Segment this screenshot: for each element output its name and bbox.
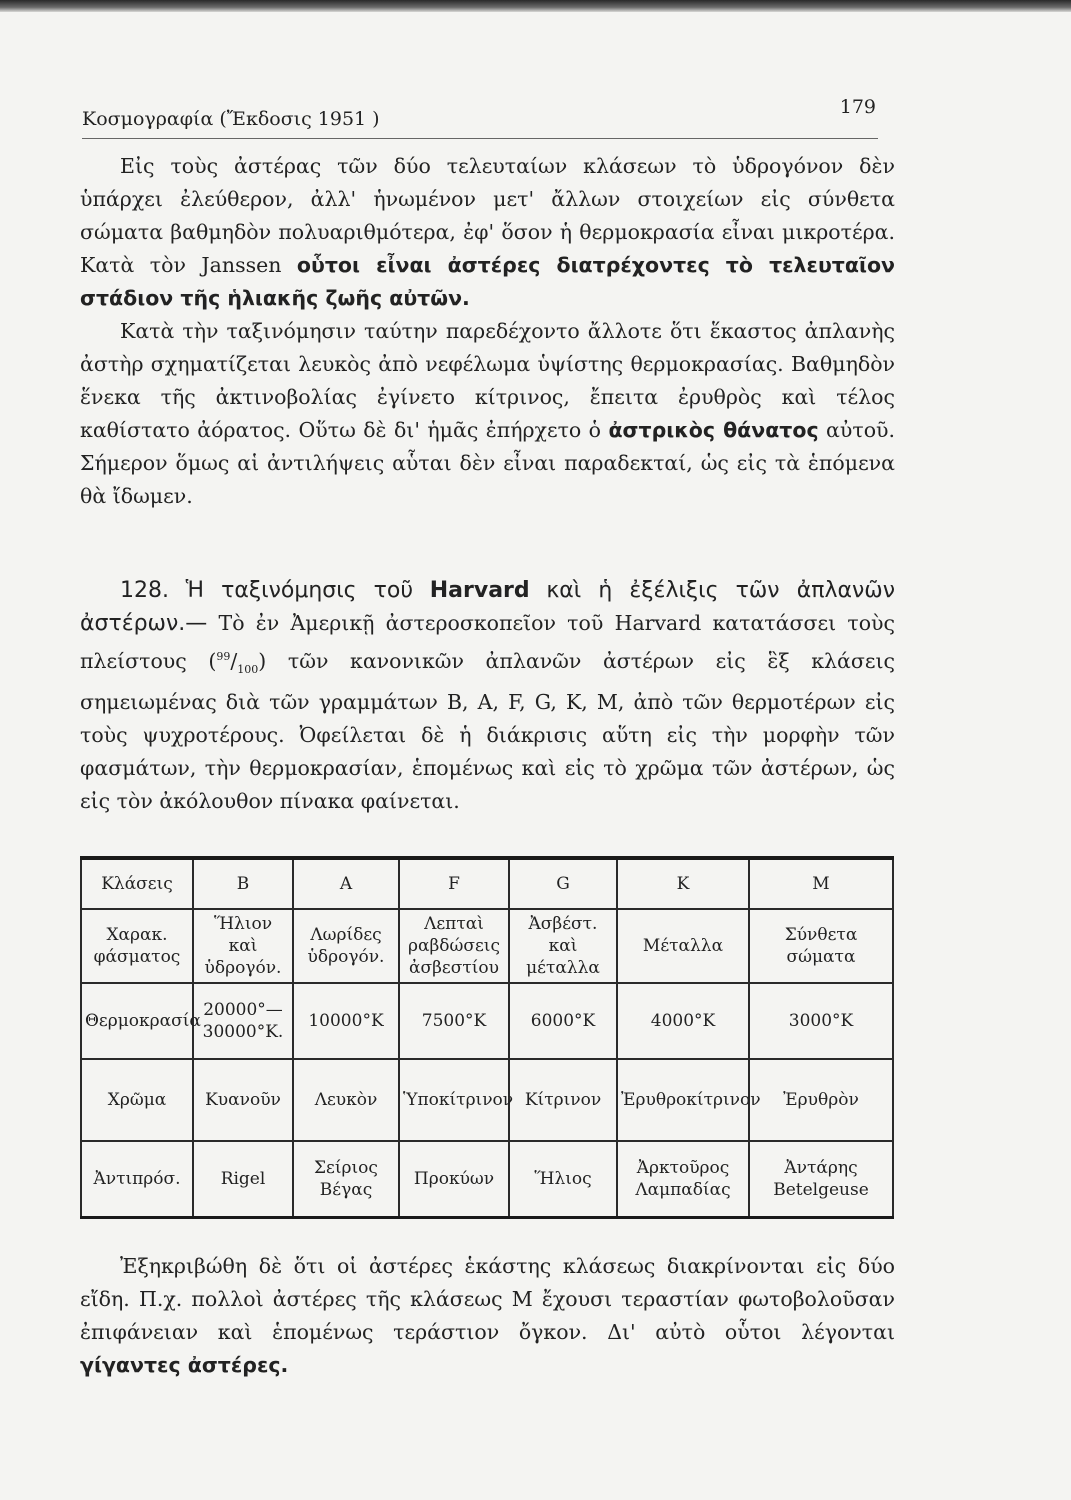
table-cell: K [617, 858, 749, 909]
paragraph-giants [80, 1250, 895, 1382]
table-cell: Κίτρινον [509, 1059, 617, 1141]
table-cell: 3000°Κ [749, 983, 893, 1059]
emphasis-text: ἀστρικὸς θάνατος [608, 418, 819, 442]
table-cell: Λευκὸν [293, 1059, 399, 1141]
paragraph-text: Εἰς τοὺς ἀστέρας τῶν δύο τελευταίων κλάσεων τὸ ὑδρογόνον δὲν ὑπάρχει ἐλεύθερον, ἀλλ' ἡνωμένον μετ' ἄλλων στοιχείων εἰς σύνθετα σώματα βαθμηδὸν πολυαριθμότερα, ἐφ' ὅσον ἡ θερμοκρασία εἶναι μικροτέρα. Κατὰ τὸν Janssen [80, 154, 895, 277]
fraction-denominator: 100 [237, 662, 259, 676]
table-cell: Χρῶμα [81, 1059, 193, 1141]
table-cell: Ἐρυθρὸν [749, 1059, 893, 1141]
scan-edge [0, 0, 1071, 12]
page-header [82, 96, 878, 139]
table-cell: Λεπταὶ ραβδώσεις ἀσβεστίου [399, 909, 509, 983]
table-cell: G [509, 858, 617, 909]
emphasis-text: οὗτοι εἶναι ἀστέρες διατρέχοντες τὸ τελευταῖον στάδιον τῆς ἡλιακῆς ζωῆς αὐτῶν. [80, 253, 895, 310]
table-cell: F [399, 858, 509, 909]
table-row-temperature [81, 983, 893, 1059]
section-title-bold: Harvard [429, 578, 530, 603]
table-cell: Μέταλλα [617, 909, 749, 983]
table-row-spectrum [81, 909, 893, 983]
section-title-end: καὶ ἡ ἐξέλιξις τῶν ἀπλανῶν ἀστέρων.— [80, 578, 895, 636]
body-text-upper [80, 150, 895, 513]
paragraph-harvard: 128. Ἡ ταξινόμησις τοῦ Harvard καὶ ἡ ἐξέλιξις τῶν ἀπλανῶν ἀστέρων.— Τὸ ἐν Ἀμερικῇ ἀστεροσκοπεῖον τοῦ Harvard κατατάσσει τοὺς πλείστους $(^{99}/_{100})$ τῶν κανονικῶν ἀπλανῶν ἀστέρων εἰς ἓξ κλάσεις σημειωμένας διὰ τῶν γραμμάτων B, A, F, G, K, M, ἀπὸ τῶν θερμοτέρων εἰς τοὺς ψυχροτέρους. Ὀφείλεται δὲ ἡ διάκρισις αὕτη εἰς τὴν μορφὴν τῶν φασμάτων, τὴν θερμοκρασίαν, ἑπομένως καὶ εἰς τὸ χρῶμα τῶν ἀστέρων, ὡς εἰς τὸν ἀκόλουθον πίνακα φαίνεται. [80, 578, 896, 813]
table-cell: Rigel [193, 1141, 293, 1218]
table-cell: Χαρακ. φάσματος [81, 909, 193, 983]
table-cell: B [193, 858, 293, 909]
paragraph-old-classification [80, 315, 895, 513]
table-cell: Κλάσεις [81, 858, 193, 909]
table-row-color [81, 1059, 893, 1141]
section-128 [80, 574, 895, 818]
table-cell: 20000°—30000°Κ. [193, 983, 293, 1059]
table-cell: Ἀντάρης Betelgeuse [749, 1141, 893, 1218]
table-cell: Ἥλιος [509, 1141, 617, 1218]
section-title-start: Ἡ ταξινόμησις τοῦ [185, 578, 414, 603]
body-text-lower [80, 1250, 895, 1382]
table-row-classes [81, 858, 893, 909]
table-cell: Ἐρυθροκίτρινον [617, 1059, 749, 1141]
harvard-classification-table [80, 856, 894, 1219]
paragraph-text: Κατὰ τὴν ταξινόμησιν ταύτην παρεδέχοντο ἄλλοτε ὅτι ἕκαστος ἀπλανὴς ἀστὴρ σχηματίζεται λευκὸς ἀπὸ νεφέλωμα ὑψίστης θερμοκρασίας. Βαθμηδὸν ἕνεκα τῆς ἀκτινοβολίας ἐγίνετο κίτρινος, ἔπειτα ἐρυθρὸς καὶ τέλος καθίστατο ἀόρατος. Οὕτω δὲ δι' ἡμᾶς ἐπήρχετο ὁ [80, 319, 895, 442]
table-cell: 4000°Κ [617, 983, 749, 1059]
paragraph-text: Τὸ ἐν Ἀμερικῇ ἀστεροσκοπεῖον τοῦ Harvard κατατάσσει τοὺς πλείστους ( [80, 611, 895, 673]
table-cell: Ἀντιπρόσ. [81, 1141, 193, 1218]
table-cell: Ὑποκίτρινον [399, 1059, 509, 1141]
table-cell: Ἀσβέστ. καὶ μέταλλα [509, 909, 617, 983]
table-cell: Ἥλιον καὶ ὑδρογόν. [193, 909, 293, 983]
table-cell: 7500°Κ [399, 983, 509, 1059]
section-number: 128. [120, 578, 169, 603]
table-cell: Θερμοκρασία [81, 983, 193, 1059]
table-cell: 6000°Κ [509, 983, 617, 1059]
page-number: 179 [839, 96, 876, 118]
table-cell: Λωρίδες ὑδρογόν. [293, 909, 399, 983]
running-head: Κοσμογραφία (Ἔκδοσις 1951 ) [82, 108, 380, 130]
emphasis-text: γίγαντες ἀστέρες. [80, 1353, 289, 1377]
table-cell: M [749, 858, 893, 909]
table-cell: Ἀρκτοῦρος Λαμπαδίας [617, 1141, 749, 1218]
paragraph-text: ) τῶν κανονικῶν ἀπλανῶν ἀστέρων εἰς ἓξ κλάσεις σημειωμένας διὰ τῶν γραμμάτων B, A, F, G, K, M, ἀπὸ τῶν θερμοτέρων εἰς τοὺς ψυχροτέρους. Ὀφείλεται δὲ ἡ διάκρισις αὕτη εἰς τὴν μορφὴν τῶν φασμάτων, τὴν θερμοκρασίαν, ἑπομένως καὶ εἰς τὸ χρῶμα τῶν ἀστέρων, ὡς εἰς τὸν ἀκόλουθον πίνακα φαίνεται. [80, 648, 896, 813]
paragraph-janssen [80, 150, 895, 315]
paragraph-text: αὐτοῦ. Σήμερον ὅμως αἱ ἀντιλήψεις αὗται δὲν εἶναι παραδεκταί, ὡς εἰς τὰ ἑπόμενα θὰ ἴδωμεν. [80, 418, 896, 508]
fraction-numerator: 99 [216, 650, 231, 663]
table-cell: A [293, 858, 399, 909]
table-cell: 10000°Κ [293, 983, 399, 1059]
table-cell: Προκύων [399, 1141, 509, 1218]
table-cell: Σύνθετα σώματα [749, 909, 893, 983]
table-cell: Κυανοῦν [193, 1059, 293, 1141]
table-cell: Σείριος Βέγας [293, 1141, 399, 1218]
table-row-representatives [81, 1141, 893, 1218]
paragraph-text: Ἐξηκριβώθη δὲ ὅτι οἱ ἀστέρες ἑκάστης κλάσεως διακρίνονται εἰς δύο εἴδη. Π.χ. πολλοὶ ἀστέρες τῆς κλάσεως M ἔχουσι τεραστίαν φωτοβολοῦσαν ἐπιφάνειαν καὶ ἑπομένως τεράστιον ὄγκον. Δι' αὐτὸ οὗτοι λέγονται [80, 1254, 895, 1344]
